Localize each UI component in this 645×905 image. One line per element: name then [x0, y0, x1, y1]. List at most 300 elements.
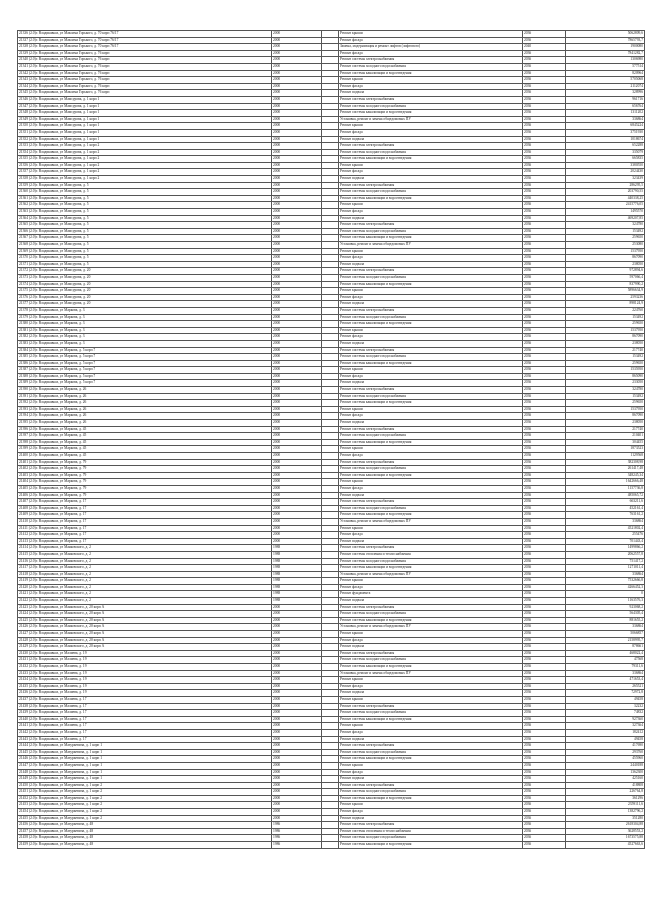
- empty-cell: [322, 729, 339, 736]
- empty-cell: [322, 110, 339, 117]
- cost-cell: 972894,6: [566, 268, 645, 275]
- planned-year-cell: 2036: [523, 604, 566, 611]
- work-type-cell: Установка, ремонт и замена общедомовых ПУ: [339, 242, 523, 249]
- year-cell: 2000: [272, 380, 322, 387]
- work-type-cell: Ремонт подвала: [339, 136, 523, 143]
- empty-cell: [322, 631, 339, 638]
- empty-cell: [322, 512, 339, 519]
- address-text: г. Владикавказ, ул Маркова, д. 3: [35, 340, 85, 345]
- address-cell: [18, 835, 272, 842]
- year-cell: 2000: [272, 70, 322, 77]
- address-cell: [18, 294, 272, 301]
- address-cell: [18, 743, 272, 750]
- year-cell: 2000: [272, 301, 322, 308]
- planned-year-cell: 2036: [523, 156, 566, 163]
- year-cell: 2000: [272, 129, 322, 136]
- planned-year-cell: 2036: [523, 446, 566, 453]
- address-text: г. Владикавказ, ул Маркова, д. 3: [35, 327, 85, 332]
- table-row: [18, 129, 645, 136]
- cost-cell: 867090: [566, 413, 645, 420]
- table-row: [18, 314, 645, 321]
- address-text: г. Владикавказ, ул Малиева, д. 17: [35, 723, 87, 728]
- row-number: 21419 (2.0): [19, 578, 36, 583]
- address-text: г. Владикавказ, ул Мазуркевича, д. 48: [35, 822, 94, 827]
- address-cell: [18, 479, 272, 486]
- address-text: г. Владикавказ, ул Мамсурова, д. 5: [35, 189, 89, 194]
- planned-year-cell: 2036: [523, 373, 566, 380]
- address-cell: [18, 690, 272, 697]
- planned-year-cell: 2036: [523, 307, 566, 314]
- empty-cell: [322, 261, 339, 268]
- year-cell: 2000: [272, 110, 322, 117]
- address-text: г. Владикавказ, ул Мамсурова, д. 1 корп 1: [35, 96, 100, 101]
- cost-cell: 328996: [566, 90, 645, 97]
- address-text: г. Владикавказ, ул Максима Горького, д. 76 корп: [35, 83, 110, 88]
- address-cell: [18, 795, 272, 802]
- cost-cell: 1157736,8: [566, 485, 645, 492]
- planned-year-cell: 2036: [523, 802, 566, 809]
- address-cell: [18, 77, 272, 84]
- cost-cell: 286295,5: [566, 182, 645, 189]
- empty-cell: [322, 189, 339, 196]
- address-cell: [18, 248, 272, 255]
- planned-year-cell: 2036: [523, 439, 566, 446]
- cost-cell: 4527663,6: [566, 842, 645, 849]
- empty-cell: [322, 690, 339, 697]
- year-cell: 2000: [272, 459, 322, 466]
- address-text: г. Владикавказ, ул Маркова, д. 26: [35, 413, 87, 418]
- planned-year-cell: 2036: [523, 136, 566, 143]
- year-cell: 1988: [272, 584, 322, 591]
- empty-cell: [322, 551, 339, 558]
- planned-year-cell: 2036: [523, 795, 566, 802]
- empty-cell: [322, 439, 339, 446]
- planned-year-cell: 2036: [523, 334, 566, 341]
- row-number: 21453 (2.0): [19, 802, 36, 807]
- year-cell: 1986: [272, 828, 322, 835]
- cost-cell: 4266452,3: [566, 584, 645, 591]
- address-cell: [18, 301, 272, 308]
- year-cell: 2000: [272, 446, 322, 453]
- address-text: г. Владикавказ, ул Маркова, д. 17: [35, 532, 87, 537]
- address-cell: [18, 274, 272, 281]
- year-cell: 2000: [272, 532, 322, 539]
- empty-cell: [322, 83, 339, 90]
- empty-cell: [322, 598, 339, 605]
- year-cell: 1988: [272, 565, 322, 572]
- planned-year-cell: 2036: [523, 743, 566, 750]
- cost-cell: 1018674: [566, 136, 645, 143]
- year-cell: 2000: [272, 202, 322, 209]
- cost-cell: 382308,98: [566, 459, 645, 466]
- address-text: г. Владикавказ, ул Маркова, д. 79: [35, 459, 87, 464]
- work-type-cell: Ремонт системы холодного водоснабжения: [339, 789, 523, 796]
- row-number: 21405 (2.0): [19, 485, 36, 490]
- cost-cell: 1163576,3: [566, 598, 645, 605]
- table-row: [18, 354, 645, 361]
- table-row: [18, 835, 645, 842]
- table-row: [18, 644, 645, 651]
- planned-year-cell: 2036: [523, 696, 566, 703]
- planned-year-cell: 2036: [523, 505, 566, 512]
- table-row: [18, 294, 645, 301]
- cost-cell: 226764,8: [566, 789, 645, 796]
- row-number: 21399 (2.0): [19, 446, 36, 451]
- work-type-cell: Ремонт подвала: [339, 340, 523, 347]
- planned-year-cell: 2036: [523, 281, 566, 288]
- year-cell: 2000: [272, 162, 322, 169]
- empty-cell: [322, 558, 339, 565]
- planned-year-cell: 2036: [523, 677, 566, 684]
- planned-year-cell: 2036: [523, 776, 566, 783]
- address-cell: [18, 545, 272, 552]
- year-cell: 2000: [272, 393, 322, 400]
- empty-cell: [322, 380, 339, 387]
- row-number: 21388 (2.0): [19, 373, 36, 378]
- row-number: 21390 (2.0): [19, 387, 36, 392]
- cost-cell: 927360: [566, 716, 645, 723]
- year-cell: 1988: [272, 598, 322, 605]
- work-type-cell: Ремонт подвала: [339, 301, 523, 308]
- address-cell: [18, 624, 272, 631]
- planned-year-cell: 2036: [523, 749, 566, 756]
- year-cell: 2000: [272, 729, 322, 736]
- row-number: 21426 (2.0): [19, 624, 36, 629]
- address-cell: [18, 136, 272, 143]
- work-type-cell: Ремонт фасада: [339, 294, 523, 301]
- year-cell: 2000: [272, 479, 322, 486]
- address-text: г. Владикавказ, ул Мамсурова, д. 1 корп 1: [35, 116, 100, 121]
- cost-cell: 324780: [566, 387, 645, 394]
- cost-cell: 259650: [566, 400, 645, 407]
- year-cell: 2000: [272, 31, 322, 38]
- planned-year-cell: 2036: [523, 235, 566, 242]
- work-type-cell: Ремонт системы канализации и водоотведения: [339, 439, 523, 446]
- row-number: 21411 (2.0): [19, 525, 36, 530]
- row-number: 21402 (2.0): [19, 466, 36, 471]
- year-cell: 2000: [272, 90, 322, 97]
- cost-cell: 238050: [566, 261, 645, 268]
- table-row: [18, 710, 645, 717]
- address-cell: [18, 288, 272, 295]
- table-row: [18, 202, 645, 209]
- empty-cell: [322, 340, 339, 347]
- year-cell: 2000: [272, 274, 322, 281]
- table-row: [18, 149, 645, 156]
- address-cell: [18, 380, 272, 387]
- work-type-cell: Ремонт крыши: [339, 479, 523, 486]
- table-row: [18, 769, 645, 776]
- row-number: 21418 (2.0): [19, 571, 36, 576]
- row-number: 21455 (2.0): [19, 815, 36, 820]
- address-text: г. Владикавказ, ул Мазуркевича, д. 48: [35, 842, 94, 847]
- table-row: [18, 222, 645, 229]
- cost-cell: 961716: [566, 96, 645, 103]
- planned-year-cell: 2036: [523, 83, 566, 90]
- year-cell: 1988: [272, 545, 322, 552]
- address-cell: [18, 50, 272, 57]
- row-number: 21366 (2.0): [19, 228, 36, 233]
- row-number: 21412 (2.0): [19, 532, 36, 537]
- table-row: [18, 459, 645, 466]
- empty-cell: [322, 63, 339, 70]
- table-row: [18, 650, 645, 657]
- work-type-cell: Ремонт системы электроснабжения: [339, 57, 523, 64]
- table-row: [18, 63, 645, 70]
- row-number: 21340 (2.0): [19, 57, 36, 62]
- table-row: [18, 538, 645, 545]
- work-type-cell: Ремонт подвала: [339, 776, 523, 783]
- year-cell: 2000: [272, 505, 322, 512]
- address-cell: [18, 466, 272, 473]
- year-cell: 2000: [272, 762, 322, 769]
- work-type-cell: Установка, ремонт и замена общедомовых ПУ: [339, 571, 523, 578]
- work-type-cell: Ремонт фасада: [339, 729, 523, 736]
- year-cell: 2000: [272, 314, 322, 321]
- planned-year-cell: 2036: [523, 815, 566, 822]
- planned-year-cell: 2036: [523, 756, 566, 763]
- address-cell: [18, 195, 272, 202]
- address-text: г. Владикавказ, ул Мамсурова, д. 1 корп 2: [35, 149, 100, 154]
- empty-cell: [322, 591, 339, 598]
- empty-cell: [322, 143, 339, 150]
- address-cell: [18, 367, 272, 374]
- planned-year-cell: 2036: [523, 393, 566, 400]
- year-cell: 2000: [272, 683, 322, 690]
- address-cell: [18, 538, 272, 545]
- address-cell: [18, 116, 272, 123]
- year-cell: 2000: [272, 749, 322, 756]
- address-text: г. Владикавказ, ул Максима Горького, д. 76 корп: [35, 90, 110, 95]
- empty-cell: [322, 664, 339, 671]
- cost-cell: 878661: [566, 644, 645, 651]
- planned-year-cell: 2036: [523, 268, 566, 275]
- cost-cell: 665835: [566, 156, 645, 163]
- row-number: 21443 (2.0): [19, 736, 36, 741]
- row-number: 21439 (2.0): [19, 710, 36, 715]
- row-number: 21438 (2.0): [19, 703, 36, 708]
- address-text: г. Владикавказ, ул Маркова, д. 26: [35, 387, 87, 392]
- empty-cell: [322, 222, 339, 229]
- address-cell: [18, 664, 272, 671]
- row-number: 21436 (2.0): [19, 690, 36, 695]
- row-number: 21416 (2.0): [19, 558, 36, 563]
- empty-cell: [322, 756, 339, 763]
- address-cell: [18, 57, 272, 64]
- work-type-cell: Ремонт системы канализации и водоотведения: [339, 617, 523, 624]
- year-cell: 2000: [272, 321, 322, 328]
- row-number: 21413 (2.0): [19, 538, 36, 543]
- table-row: [18, 367, 645, 374]
- year-cell: 2000: [272, 44, 322, 51]
- address-text: г. Владикавказ, ул Мамсурова, д. 5: [35, 242, 89, 246]
- row-number: 21387 (2.0): [19, 367, 36, 372]
- empty-cell: [322, 235, 339, 242]
- cost-cell: 335079: [566, 149, 645, 156]
- planned-year-cell: 2036: [523, 664, 566, 671]
- planned-year-cell: 2036: [523, 340, 566, 347]
- address-text: г. Владикавказ, ул Мамсурова, д. 5: [35, 248, 89, 253]
- address-cell: [18, 578, 272, 585]
- year-cell: 2000: [272, 650, 322, 657]
- address-cell: [18, 149, 272, 156]
- cost-cell: 49458: [566, 736, 645, 743]
- table-row: [18, 696, 645, 703]
- row-number: 21378 (2.0): [19, 307, 36, 312]
- address-text: г. Владикавказ, ул Маркова, д. 5 корп 7: [35, 373, 96, 378]
- address-text: г. Владикавказ, ул Маркова, д. 26: [35, 393, 87, 398]
- row-number: 21403 (2.0): [19, 472, 36, 477]
- row-number: 21396 (2.0): [19, 426, 36, 431]
- planned-year-cell: 2040: [523, 44, 566, 51]
- empty-cell: [322, 393, 339, 400]
- address-text: г. Владикавказ, ул Малиева, д. 17: [35, 729, 87, 734]
- address-cell: [18, 327, 272, 334]
- row-number: 21452 (2.0): [19, 795, 36, 800]
- cost-cell: 153492: [566, 314, 645, 321]
- row-number: 21347 (2.0): [19, 103, 36, 108]
- work-type-cell: Ремонт крыши: [339, 162, 523, 169]
- work-type-cell: Ремонт системы канализации и водоотведения: [339, 664, 523, 671]
- planned-year-cell: 2036: [523, 822, 566, 829]
- row-number: 21368 (2.0): [19, 242, 36, 246]
- address-text: г. Владикавказ, ул Мамсурова, д. 5: [35, 222, 89, 227]
- planned-year-cell: 2036: [523, 525, 566, 532]
- empty-cell: [322, 499, 339, 506]
- work-type-cell: Ремонт системы канализации и водоотведения: [339, 321, 523, 328]
- planned-year-cell: 2036: [523, 703, 566, 710]
- year-cell: 2000: [272, 123, 322, 130]
- table-row: [18, 558, 645, 565]
- cost-cell: 1673575,88: [566, 835, 645, 842]
- row-number: 21374 (2.0): [19, 281, 36, 286]
- table-row: [18, 433, 645, 440]
- work-type-cell: Ремонт крыши: [339, 578, 523, 585]
- year-cell: 2000: [272, 439, 322, 446]
- address-text: г. Владикавказ, ул Максима Горького, д. 70 корп 76/17: [35, 31, 119, 35]
- row-number: 21372 (2.0): [19, 268, 36, 273]
- planned-year-cell: 2036: [523, 611, 566, 618]
- table-row: [18, 512, 645, 519]
- planned-year-cell: 2036: [523, 710, 566, 717]
- address-cell: [18, 373, 272, 380]
- work-type-cell: Ремонт системы холодного водоснабжения: [339, 466, 523, 473]
- planned-year-cell: 2036: [523, 63, 566, 70]
- address-cell: [18, 809, 272, 816]
- address-cell: [18, 189, 272, 196]
- empty-cell: [322, 670, 339, 677]
- address-text: г. Владикавказ, ул Мамсурова, д. 5: [35, 195, 89, 200]
- address-cell: [18, 723, 272, 730]
- row-number: 21384 (2.0): [19, 347, 36, 352]
- table-row: [18, 90, 645, 97]
- row-number: 21448 (2.0): [19, 769, 36, 774]
- empty-cell: [322, 242, 339, 249]
- address-cell: [18, 565, 272, 572]
- work-type-cell: Ремонт системы электроснабжения: [339, 782, 523, 789]
- table-row: [18, 611, 645, 618]
- work-type-cell: Ремонт крыши: [339, 77, 523, 84]
- empty-cell: [322, 195, 339, 202]
- work-type-cell: Ремонт крыши: [339, 802, 523, 809]
- empty-cell: [322, 31, 339, 38]
- table-row: [18, 50, 645, 57]
- address-cell: [18, 143, 272, 150]
- work-type-cell: Ремонт фасада: [339, 683, 523, 690]
- row-number: 21441 (2.0): [19, 723, 36, 728]
- address-cell: [18, 340, 272, 347]
- empty-cell: [322, 301, 339, 308]
- year-cell: 2000: [272, 50, 322, 57]
- row-number: 21417 (2.0): [19, 565, 36, 570]
- address-cell: [18, 789, 272, 796]
- planned-year-cell: 2036: [523, 472, 566, 479]
- year-cell: 2000: [272, 242, 322, 249]
- table-row: [18, 321, 645, 328]
- work-type-cell: Ремонт системы холодного водоснабжения: [339, 274, 523, 281]
- empty-cell: [322, 492, 339, 499]
- address-text: г. Владикавказ, ул Мазуркевича, д. 1 корп 1: [35, 749, 103, 754]
- table-row: [18, 492, 645, 499]
- table-row: [18, 565, 645, 572]
- planned-year-cell: 2036: [523, 274, 566, 281]
- planned-year-cell: 2036: [523, 182, 566, 189]
- empty-cell: [322, 782, 339, 789]
- cost-cell: 153492: [566, 228, 645, 235]
- address-cell: [18, 525, 272, 532]
- planned-year-cell: 2036: [523, 209, 566, 216]
- planned-year-cell: 2036: [523, 716, 566, 723]
- row-number: 21364 (2.0): [19, 215, 36, 220]
- work-type-cell: Ремонт системы электроснабжения: [339, 545, 523, 552]
- work-type-cell: Ремонт системы канализации и водоотведения: [339, 70, 523, 77]
- address-cell: [18, 162, 272, 169]
- year-cell: 2000: [272, 716, 322, 723]
- planned-year-cell: 2036: [523, 809, 566, 816]
- row-number: 21346 (2.0): [19, 96, 36, 101]
- address-cell: [18, 558, 272, 565]
- address-cell: [18, 710, 272, 717]
- year-cell: 2000: [272, 116, 322, 123]
- address-text: г. Владикавказ, ул Маркова, д. 45: [35, 453, 87, 457]
- row-number: 21420 (2.0): [19, 584, 36, 589]
- table-row: [18, 156, 645, 163]
- row-number: 21356 (2.0): [19, 162, 36, 167]
- row-number: 21433 (2.0): [19, 670, 36, 675]
- year-cell: 2000: [272, 644, 322, 651]
- address-text: г. Владикавказ, ул Мазуркевича, д. 1 корп 1: [35, 762, 103, 767]
- work-type-cell: Ремонт фасада: [339, 485, 523, 492]
- year-cell: 2000: [272, 367, 322, 374]
- empty-cell: [322, 255, 339, 262]
- address-cell: [18, 749, 272, 756]
- row-number: 21408 (2.0): [19, 505, 36, 510]
- year-cell: 2000: [272, 182, 322, 189]
- work-type-cell: Ремонт системы холодного водоснабжения: [339, 558, 523, 565]
- table-row: [18, 670, 645, 677]
- work-type-cell: Ремонт системы канализации и водоотведения: [339, 281, 523, 288]
- table-row: [18, 822, 645, 829]
- cost-cell: 4521802,4: [566, 525, 645, 532]
- planned-year-cell: 2036: [523, 518, 566, 525]
- planned-year-cell: 2036: [523, 400, 566, 407]
- cost-cell: 865090: [566, 373, 645, 380]
- address-text: г. Владикавказ, ул Малиева, д. 19: [35, 690, 87, 695]
- cost-cell: 577514: [566, 63, 645, 70]
- address-cell: [18, 406, 272, 413]
- work-type-cell: Ремонт подвала: [339, 690, 523, 697]
- address-cell: [18, 446, 272, 453]
